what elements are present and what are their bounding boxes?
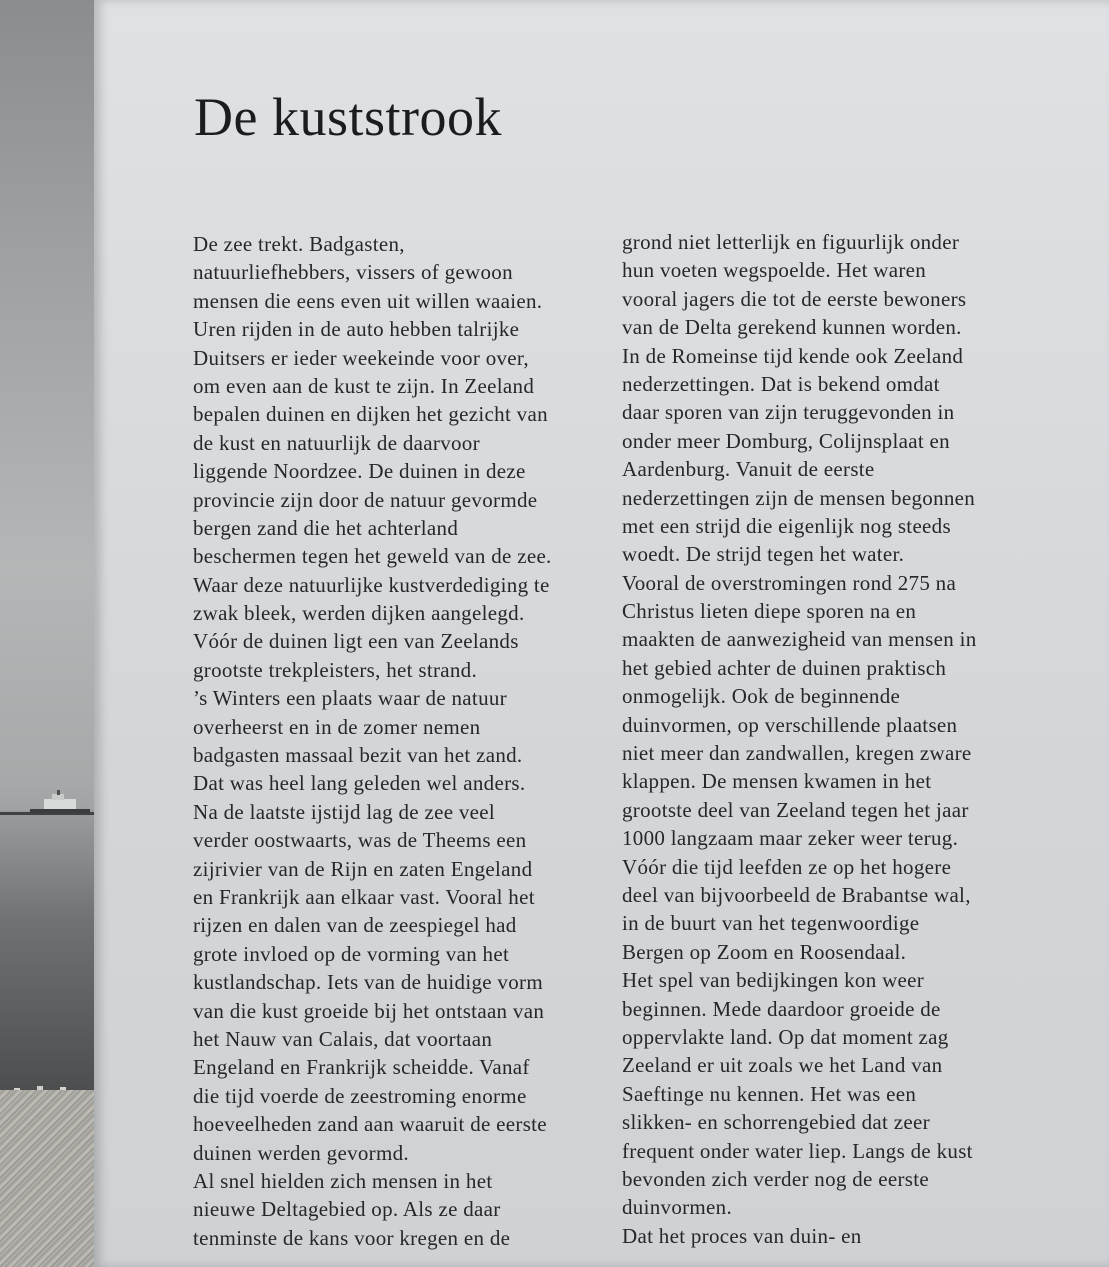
text-line: Al snel hielden zich mensen in het [193,1168,493,1193]
text-line: grootste deel van Zeeland tegen het jaar [622,797,969,822]
text-line: Na de laatste ijstijd lag de zee veel [193,799,496,824]
text-line: badgasten massaal bezit van het zand. [193,743,523,768]
text-line: bevonden zich verder nog de eerste [622,1166,929,1191]
photo-beach [0,1090,94,1267]
text-line: daar sporen van zijn teruggevonden in [622,400,955,425]
text-line: rijzen en dalen van de zeespiegel had [193,913,517,938]
text-line: onmogelijk. Ook de beginnende [622,684,901,709]
text-line: liggende Noordzee. De duinen in deze [193,459,526,484]
text-line: kustlandschap. Iets van de huidige vorm [193,970,543,995]
text-line: nederzettingen. Dat is bekend omdat [622,371,940,396]
text-line: met een strijd die eigenlijk nog steeds [622,513,951,538]
text-line: Vóór de duinen ligt een van Zeelands [193,629,519,654]
text-line: nederzettingen zijn de mensen begonnen [622,485,976,510]
text-line: slikken- en schorrengebied dat zeer [622,1110,930,1135]
text-line: ’s Winters een plaats waar de natuur [193,686,507,711]
text-line: beginnen. Mede daardoor groeide de [622,996,941,1021]
text-line: Uren rijden in de auto hebben talrijke [193,317,520,342]
text-line: duinen werden gevormd. [193,1140,409,1165]
text-line: zwak bleek, werden dijken aangelegd. [193,601,525,626]
text-line: tenminste de kans voor kregen en de [193,1225,511,1250]
text-line: Duitsers er ieder weekeinde voor over, [193,345,529,370]
text-line: bergen zand die het achterland [193,515,459,540]
adjacent-page-photo [0,0,94,1267]
text-line: verder oostwaarts, was de Theems een [193,828,527,853]
text-line: om even aan de kust te zijn. In Zeeland [193,373,535,398]
text-line: Aardenburg. Vanuit de eerste [622,457,875,482]
text-line: in de buurt van het tegenwoordige [622,911,920,936]
text-line: Waar deze natuurlijke kustverdediging te [193,572,550,597]
text-line: duinvormen. [622,1195,733,1220]
text-column-left [193,230,613,1252]
text-line: klappen. De mensen kwamen in het [622,769,932,794]
page-title: De kuststrook [194,87,502,147]
text-line: van die kust groeide bij het ontstaan van [193,998,545,1023]
book-page [94,0,1109,1267]
text-line: grote invloed op de vorming van het [193,941,510,966]
text-line: Bergen op Zoom en Roosendaal. [622,939,907,964]
text-line: overheerst en in de zomer nemen [193,714,481,739]
text-line: grond niet letterlijk en figuurlijk onder [622,230,960,254]
text-line: mensen die eens even uit willen waaien. [193,288,543,313]
text-line: Dat het proces van duin- en [622,1223,862,1248]
text-line: Dat was heel lang geleden wel anders. [193,771,526,796]
text-line: het Nauw van Calais, dat voortaan [193,1026,493,1051]
text-line: die tijd voerde de zeestroming enorme [193,1083,527,1108]
text-line: maakten de aanwezigheid van mensen in [622,627,977,652]
text-line: onder meer Domburg, Colijnsplaat en [622,428,950,453]
text-line: nieuwe Deltagebied op. Als ze daar [193,1197,501,1222]
text-line: Het spel van bedijkingen kon weer [622,968,925,993]
text-line: de kust en natuurlijk de daarvoor [193,430,480,455]
text-line: deel van bijvoorbeeld de Brabantse wal, [622,882,971,907]
text-line: bepalen duinen en dijken het gezicht van [193,402,548,427]
text-line: In de Romeinse tijd kende ook Zeeland [622,343,964,368]
text-line: De zee trekt. Badgasten, [193,232,405,256]
text-line: vooral jagers die tot de eerste bewoners [622,286,967,311]
text-line: Vooral de overstromingen rond 275 na [622,570,957,595]
text-line: zijrivier van de Rijn en zaten Engeland [193,856,533,881]
text-line: frequent onder water liep. Langs de kust [622,1138,973,1163]
text-line: duinvormen, op verschillende plaatsen [622,712,958,737]
text-line: beschermen tegen het geweld van de zee. [193,544,552,569]
text-line: Engeland en Frankrijk scheidde. Vanaf [193,1055,530,1080]
text-line: hoeveelheden zand aan waaruit de eerste [193,1112,547,1137]
text-line: het gebied achter de duinen praktisch [622,655,947,680]
text-line: niet meer dan zandwallen, kregen zware [622,741,972,766]
text-line: grootste trekpleisters, het strand. [193,657,478,682]
text-line: natuurliefhebbers, vissers of gewoon [193,260,513,285]
text-line: Zeeland er uit zoals we het Land van [622,1053,943,1078]
text-line: provincie zijn door de natuur gevormde [193,487,538,512]
text-line: Saeftinge nu kennen. Het was een [622,1081,917,1106]
text-line: oppervlakte land. Op dat moment zag [622,1024,949,1049]
text-line: Christus lieten diepe sporen na en [622,599,917,624]
text-line: hun voeten wegspoelde. Het waren [622,258,927,283]
text-line: en Frankrijk aan elkaar vast. Vooral het [193,884,535,909]
text-column-right [622,228,1102,1250]
ship-silhouette [30,790,90,814]
text-line: woedt. De strijd tegen het water. [622,542,905,567]
text-line: 1000 langzaam maar zeker weer terug. [622,826,959,851]
text-line: Vóór die tijd leefden ze op het hogere [622,854,952,879]
text-line: van de Delta gerekend kunnen worden. [622,315,962,340]
photo-sea [0,810,94,1090]
